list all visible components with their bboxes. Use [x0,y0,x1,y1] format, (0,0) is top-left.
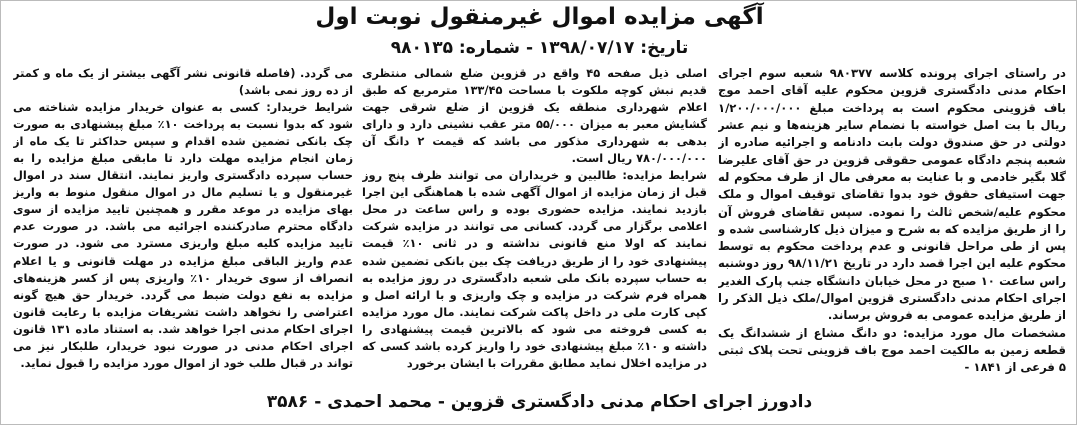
property-description-paragraph: اصلی ذیل صفحه ۴۵ واقع در قزوین ضلع شمالی منتظری قدیم نبش کوچه ملکوت با مساحت ۱۳۳/۴۵ مترمربع که طبق اعلام شهرداری منطقه یک قزوین از ضلع شرقی جهت گشایش معبر به میزان ۵۵/۰۰۰ متر عقب نشینی دارد و دارای بدهی به شهرداری مذکور می باشد که قیمت ۲ دانگ آن ۷۸۰/۰۰۰/۰۰۰ ریال است. [362,66,707,166]
property-spec-heading: مشخصات مال مورد مزایده: [902,325,1066,340]
auction-conditions-text: طالبین و خریداران می توانند ظرف پنج روز قبل از زمان مزایده از اموال آگهی شده با هماهنگی این اجرا بازدید نمایند. مزایده حضوری بوده و راس ساعت در محل اعلامی برگزار می گردد. کسانی می توانند در مزایده شرکت نمایند که اولا منع قانونی نداشته و در ثانی ۱۰٪ قیمت پیشنهادی خود را از طریق دریافت چک بین بانکی تضمین شده به حساب سپرده بانک ملی شعبه دادگستری در روز مزایده به همراه فرم شرکت در مزایده و چک واریزی و با ارائه اصل و کپی کارت ملی در داخل پاکت شرکت نمایند. مال مورد مزایده به کسی فروخته می شود که بالاترین قیمت پیشنهادی را داشته و ۱۰٪ مبلغ پیشنهادی خود را واریز کرده باشد کسی که در مزایده اخلال نماید مطابق مقررات با ایشان برخورد [362,168,707,370]
notice-intro-paragraph: در راستای اجرای پرونده کلاسه ۹۸۰۳۷۷ شعبه سوم اجرای احکام مدنی دادگستری قزوین محکوم علیه آقای احمد موج باف قزوینی محکوم است به پرداخت مبلغ ۱/۲۰۰/۰۰۰/۰۰۰ ریال با بت اصل خواسته با نضمام سایر هزینه‌ها و نیم عشر دولتی در حق صندوق دولت بابت دادنامه و اجرائیه صادره از شعبه پنجم دادگاه عمومی حقوقی قزوین در حق آقای علیرضا گلا بگیر خادمی و با عنایت به معرفی مال از طرف محکوم له جهت استیفای حقوق خود بدوا تقاضای توقیف اموال و ملک محکوم علیه/شخص ثالث را نموده. سپس تقاضای فروش آن را از طریق مزایده که به شرح و میزان ذیل کارشناسی شده و پس از طی مراحل قانونی و عدم پرداخت محکوم به توسط محکوم علیه این اجرا قصد دارد در تاریخ ۹۸/۱۱/۲۱ روز دوشنبه راس ساعت ۱۰ صبح در محل خیابان دانشگاه جنب پارک الغدیر اجرای احکام مدنی دادگستری قزوین اموال/ملک ذیل الذکر را از طریق مزایده عمومی به فروش برساند. [718,66,1066,323]
buyer-conditions-heading: شرایط خریدار: [266,100,353,115]
notice-column-left [13,65,353,381]
auction-conditions-heading: شرایط مزایده: [622,168,707,183]
buyer-conditions-text: کسی به عنوان خریدار مزایده شناخته می شود که بدوا نسبت به پرداخت ۱۰٪ مبلغ پیشنهادی به صورت چک بانکی تضمین شده اقدام و سپس حداکثر تا یک ماه از زمان انجام مزایده مهلت دارد تا مابقی مبلغ مزایده را به حساب سپرده دادگستری واریز نمایند. انتقال سند در اموال غیرمنقول و یا تسلیم مال در اموال منقول منوط به واریز بهای مزایده در موعد مقرر و همچنین تایید مزایده از سوی دادگاه محترم صادرکننده اجرائیه می باشد. در صورت عدم تایید مزایده کلیه مبلغ واریزی مسترد می شود. در صورت عدم واریز الباقی مبلغ مزایده در مهلت قانونی و یا اعلام انصراف از سوی خریدار ۱۰٪ واریزی پس از کسر هزینه‌های مزایده به نفع دولت ضبط می گردد. خریدار حق هیچ گونه اعتراضی را نخواهد داشت تشریفات مزایده با رعایت قانون اجرای احکام مدنی اجرا خواهد شد. به استناد ماده ۱۳۱ قانون اجرای احکام مدنی در صورت نبود خریدار، طلبکار نیز می تواند در قبال طلب خود از اموال مورد مزایده را قبول نماید. [13,100,353,370]
property-spec-text: دو دانگ مشاع از ششدانگ یک قطعه زمین به مالکیت احمد موج باف قزوینی تحت پلاک ثبتی ۵ فرعی از ۱۸۴۱ - [718,325,1066,375]
notice-signature: دادورز اجرای احکام مدنی دادگستری قزوین - محمد احمدی - ۳۵۸۶ [266,392,813,412]
notice-title: آگهی مزایده اموال غیرمنقول نوبت اول [315,4,764,30]
notice-column-middle [362,65,707,381]
property-spec-paragraph [718,325,1066,377]
notice-column-right [718,65,1066,381]
auction-conditions-paragraph [362,167,707,372]
notice-date-number: تاریخ: ۱۳۹۸/۰۷/۱۷ - شماره: ۹۸۰۱۳۵ [390,38,689,58]
publication-interval-note: می گردد. (فاصله قانونی نشر آگهی بیشتر از یک ماه و کمتر از ده روز نمی باشد) [13,66,353,98]
buyer-conditions-paragraph [13,99,353,372]
